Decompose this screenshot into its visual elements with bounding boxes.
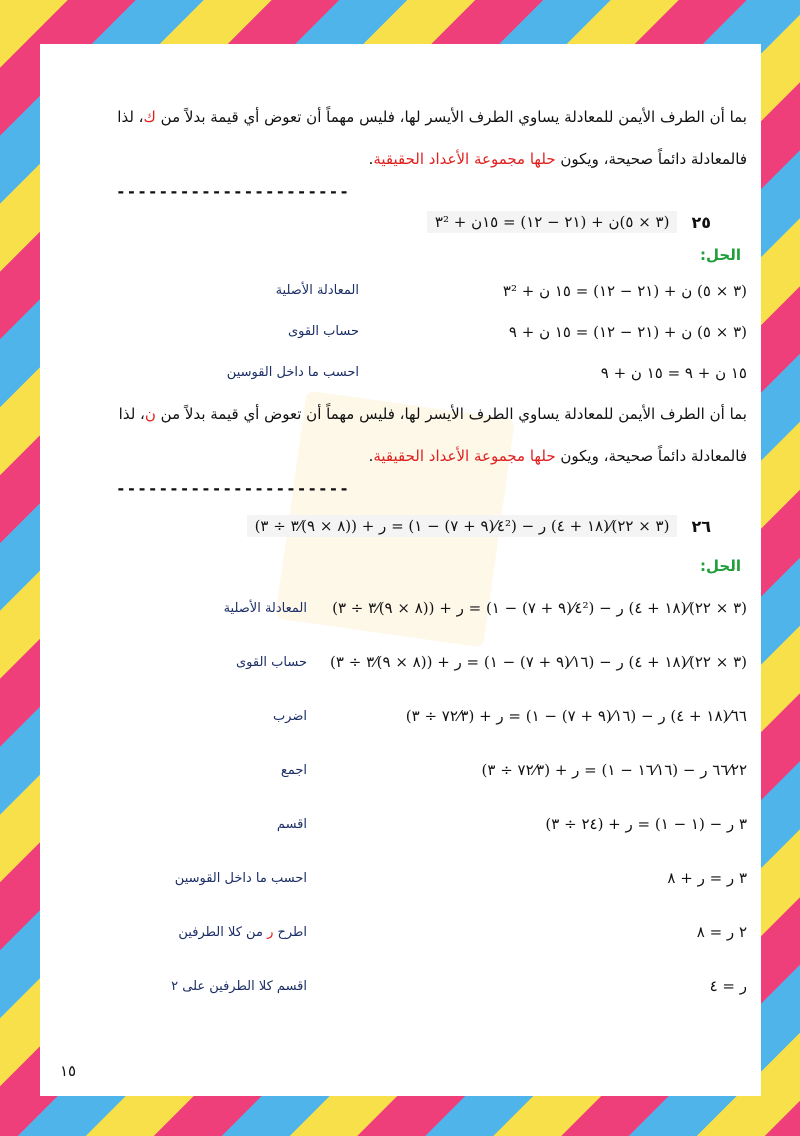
step-note: احسب ما داخل القوسين — [174, 870, 307, 886]
page-number: ١٥ — [60, 1062, 77, 1080]
paragraph-2 — [54, 393, 747, 477]
step-equation: ٣ ر − (١ − ١) = ر + (٢٤ ÷ ٣) — [545, 815, 747, 833]
step-note: المعادلة الأصلية — [223, 600, 307, 616]
step-note: اضرب — [272, 708, 307, 724]
step-note: اقسم كلا الطرفين على ٢ — [171, 978, 307, 994]
problem-equation: (٣ × ٥)ن + (٢١ − ١٢) = ١٥ن + ٣² — [427, 211, 678, 233]
step-row — [54, 689, 747, 743]
divider: ---------------------- — [116, 182, 350, 201]
steps-26 — [54, 581, 747, 1013]
problem-25 — [54, 204, 747, 240]
step-equation: (٣ × ٥) ن + (٢١ − ١٢) = ١٥ ن + ٣² — [502, 281, 747, 300]
problem-number: ٢٥ — [691, 212, 711, 232]
divider: ---------------------- — [116, 479, 350, 498]
step-note: حساب القوى — [235, 654, 307, 670]
step-equation: ر = ٤ — [709, 977, 747, 995]
solution-label: الحل: — [700, 246, 741, 264]
steps-25 — [54, 270, 747, 393]
step-note — [178, 925, 307, 940]
step-equation: ١٥ ن + ٩ = ١٥ ن + ٩ — [600, 363, 747, 382]
highlight-text: حلها مجموعة الأعداد الحقيقية — [373, 447, 556, 465]
text: فالمعادلة دائماً صحيحة، ويكون — [555, 447, 747, 465]
problem-number: ٢٦ — [691, 516, 711, 536]
step-note: حساب القوى — [287, 324, 359, 339]
problem-equation: (٣ × ٢٢)⁄(١٨ + ٤) ر − (٤²⁄(٩ + ٧) − ١) = ر + ((٨ × ٩)⁄٣ ÷ ٣) — [247, 515, 678, 537]
content — [54, 96, 747, 1013]
step-equation: (٣ × ٢٢)⁄(١٨ + ٤) ر − (٤²⁄(٩ + ٧) − ١) = ر + ((٨ × ٩)⁄٣ ÷ ٣) — [332, 599, 747, 617]
step-equation: (٣ × ٥) ن + (٢١ − ١٢) = ١٥ ن + ٩ — [508, 322, 747, 341]
step-note: اقسم — [276, 816, 307, 832]
text: فالمعادلة دائماً صحيحة، ويكون — [555, 150, 747, 168]
page — [40, 44, 761, 1096]
step-equation: ٣ ر = ر + ٨ — [667, 869, 747, 887]
step-row — [54, 959, 747, 1013]
step-row — [54, 851, 747, 905]
text: . — [368, 447, 374, 465]
text: من كلا الطرفين — [178, 924, 268, 940]
step-note: اجمع — [280, 762, 307, 778]
variable: ن — [144, 405, 156, 423]
step-equation: ٢ ر = ٨ — [696, 923, 747, 941]
text: اطرح — [273, 924, 307, 940]
text: . — [368, 150, 374, 168]
solution-label: الحل: — [700, 557, 741, 575]
highlight-text: حلها مجموعة الأعداد الحقيقية — [373, 150, 556, 168]
step-row — [54, 905, 747, 959]
text: ، لذا — [118, 405, 145, 423]
step-row — [54, 311, 747, 352]
text: بما أن الطرف الأيمن للمعادلة يساوي الطرف الأيسر لها، فليس مهماً أن تعوض أي قيمة بدلاً من — [155, 405, 747, 423]
step-row — [54, 635, 747, 689]
step-row — [54, 270, 747, 311]
step-equation: ٦٦⁄٢٢ ر − (١٦⁄١٦ − ١) = ر + (٧٢⁄٣ ÷ ٣) — [481, 761, 747, 779]
paragraph-1 — [54, 96, 747, 180]
problem-26 — [54, 501, 747, 551]
text: بما أن الطرف الأيمن للمعادلة يساوي الطرف الأيسر لها، فليس مهماً أن تعوض أي قيمة بدلاً من — [155, 108, 747, 126]
variable: ك — [143, 108, 156, 126]
step-row — [54, 581, 747, 635]
step-equation: ٦٦⁄(١٨ + ٤) ر − (١٦⁄(٩ + ٧) − ١) = ر + (٧٢⁄٣ ÷ ٣) — [405, 707, 747, 725]
variable: ر — [267, 924, 274, 940]
step-row — [54, 743, 747, 797]
step-note: المعادلة الأصلية — [275, 283, 359, 298]
step-row — [54, 797, 747, 851]
step-equation: (٣ × ٢٢)⁄(١٨ + ٤) ر − (١٦⁄(٩ + ٧) − ١) = ر + ((٨ × ٩)⁄٣ ÷ ٣) — [330, 653, 747, 671]
step-row — [54, 352, 747, 393]
text: ، لذا — [117, 108, 144, 126]
step-note: احسب ما داخل القوسين — [226, 365, 359, 380]
